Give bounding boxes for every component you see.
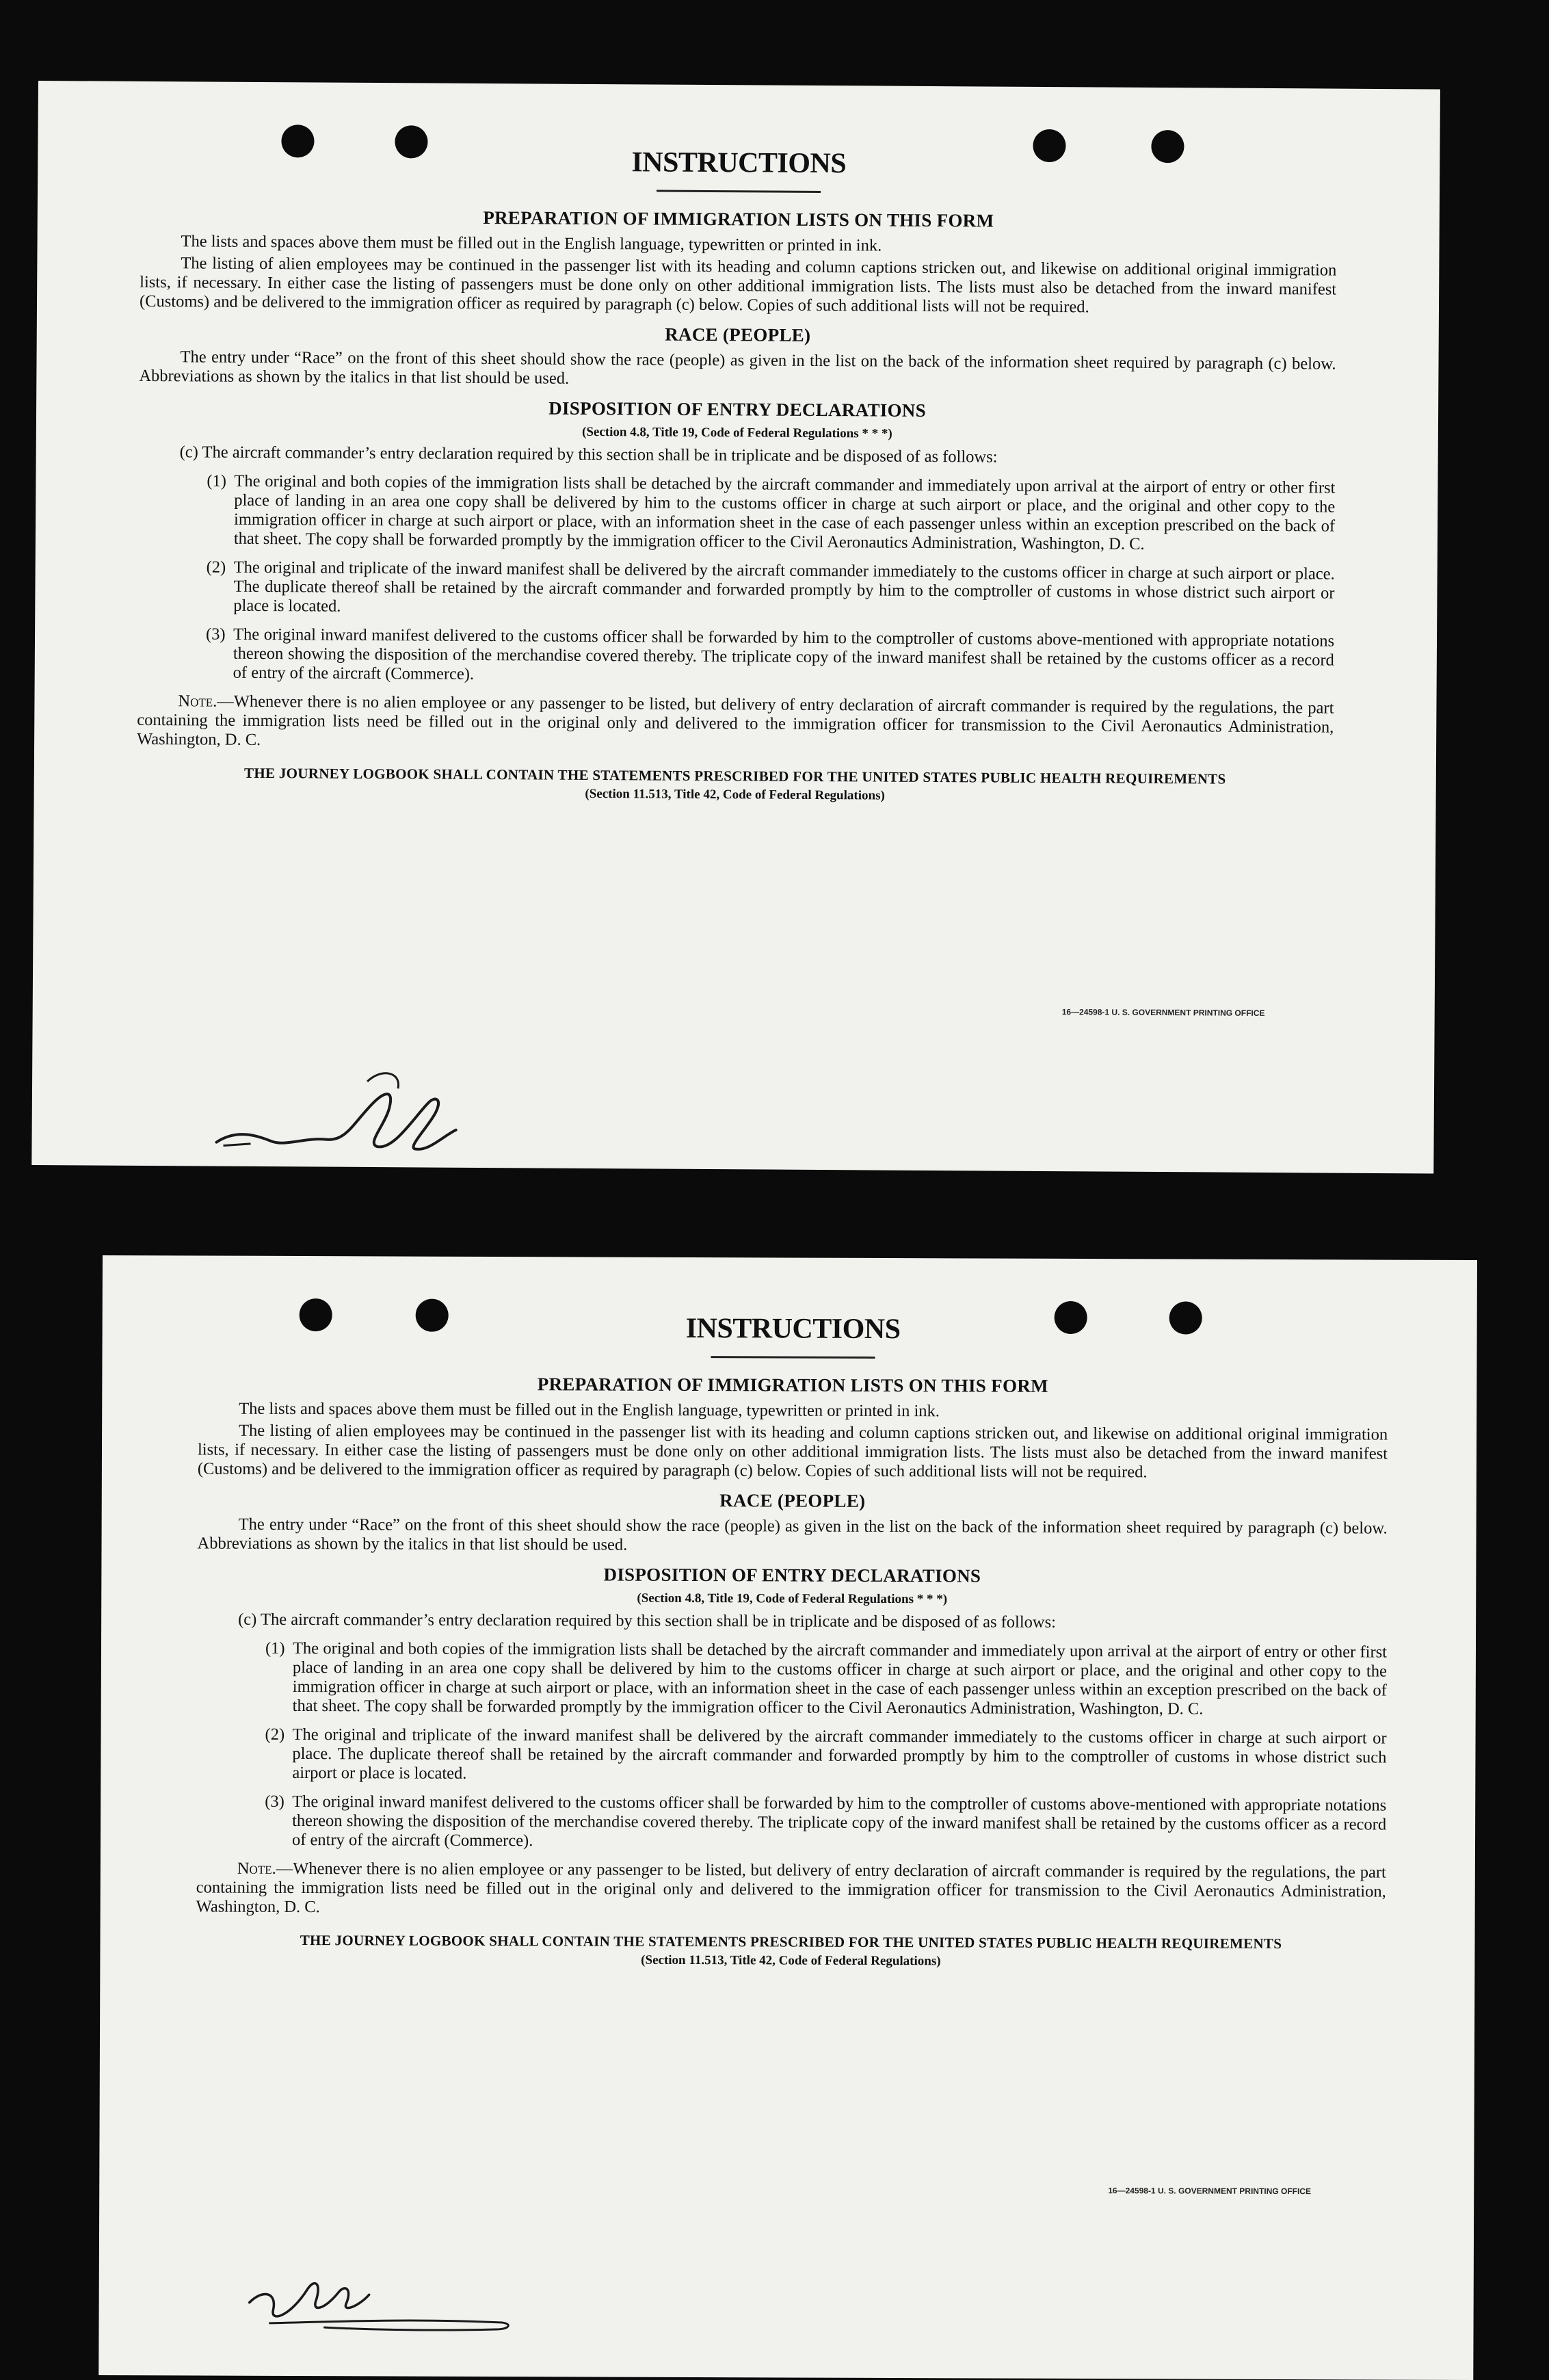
race-heading: RACE (PEOPLE) [719,1490,866,1511]
disposition-citation: (Section 4.8, Title 19, Code of Federal Regulations * * *) [581,424,892,441]
instructions-title: INSTRUCTIONS [631,146,847,180]
disposition-citation: (Section 4.8, Title 19, Code of Federal Regulations * * *) [637,1591,948,1607]
item-number: (1) [265,1638,285,1658]
preparation-paragraph-1: The lists and spaces above them must be filled out in the English language, typewritten or printed in ink. [181,232,882,255]
race-paragraph: The entry under “Race” on the front of this sheet should show the race (people) as given in the list on the back of the information sheet required by paragraph (c) below. Abbreviations as shown by the italics in that list should be used. [197,1515,1388,1554]
printer-imprint: 16—24598-1 U. S. GOVERNMENT PRINTING OFFICE [1108,2186,1311,2197]
note-label: Note. [237,1859,276,1878]
signature-mark [242,2241,530,2344]
item-number: (1) [207,471,227,491]
signature-mark [209,1060,497,1165]
list-item [206,625,1334,690]
logbook-heading: THE JOURNEY LOGBOOK SHALL CONTAIN THE STATEMENTS PRESCRIBED FOR THE UNITED STATES PUBLIC HEALTH REQUIREMENTS [244,764,1226,787]
instructions-title: INSTRUCTIONS [685,1312,901,1346]
item-text: The original inward manifest delivered to the customs officer shall be forwarded by him to the comptroller of customs above-mentioned with appropriate notations thereon showing the disposition of the merchandise covered thereby. The triplicate copy of the inward manifest shall be retained by the customs officer as a record of entry of the aircraft (Commerce). [233,625,1335,683]
list-item [206,558,1334,623]
note-paragraph [137,692,1334,757]
note-label: Note. [178,692,217,711]
preparation-paragraph-1: The lists and spaces above them must be filled out in the English language, typewritten or printed in ink. [239,1399,940,1421]
preparation-heading: PREPARATION OF IMMIGRATION LISTS ON THIS FORM [537,1374,1048,1396]
preparation-paragraph-2: The listing of alien employees may be continued in the passenger list with its heading and column captions stricken out, and likewise on additional original immigration lists, if necessary. In either case the listing of passengers must be done only on other additional immigration lists. The lists must also be detached from the inward manifest (Customs) and be delivered to the immigration officer as required by paragraph (c) below. Copies of such additional lists will not be required. [139,254,1337,317]
item-number: (2) [206,558,226,577]
printer-imprint: 16—24598-1 U. S. GOVERNMENT PRINTING OFFICE [1061,1007,1265,1018]
title-rule [657,190,821,193]
form-sheet-bottom [98,1255,1477,2380]
item-number: (3) [205,625,226,644]
list-item [265,1725,1386,1787]
preparation-heading: PREPARATION OF IMMIGRATION LISTS ON THIS FORM [483,207,994,231]
item-text: The original and both copies of the immigration lists shall be detached by the aircraft commander and immediately upon arrival at the airport of entry or other first place of landing in an area one copy shall be delivered by him to the customs officer in charge at such airport or place, and the original and other copy to the immigration officer in charge at such airport or place, with an information sheet in the case of each passenger unless within an exception prescribed on the back of that sheet. The copy shall be forwarded promptly by the immigration officer to the Civil Aeronautics Administration, Washington, D. C. [292,1638,1388,1718]
list-item [207,472,1336,555]
instructions-body [137,143,1338,807]
list-item [265,1792,1386,1854]
race-paragraph: The entry under “Race” on the front of this sheet should show the race (people) as given in the list on the back of the information sheet required by paragraph (c) below. Abbreviations as shown by the italics in that list should be used. [139,348,1336,388]
note-paragraph [196,1859,1386,1920]
note-text: —Whenever there is no alien employee or any passenger to be listed, but delivery of entry declaration of aircraft commander is required by the regulations, the part containing the immigration lists need be filled out in the original only and delivered to the immigration officer for transmission to the Civil Aeronautics Administration, Washington, D. C. [137,692,1334,750]
disposition-heading: DISPOSITION OF ENTRY DECLARATIONS [548,397,927,421]
note-text: —Whenever there is no alien employee or any passenger to be listed, but delivery of entry declaration of aircraft commander is required by the regulations, the part containing the immigration lists need be filled out in the original only and delivered to the immigration officer for transmission to the Civil Aeronautics Administration, Washington, D. C. [196,1859,1386,1917]
instructions-body [196,1310,1388,1970]
list-item [265,1639,1387,1720]
paragraph-c: (c) The aircraft commander’s entry declaration required by this section shall be in triplicate and be disposed of as follows: [179,443,998,467]
item-text: The original and triplicate of the inward manifest shall be delivered by the aircraft commander immediately to the customs officer in charge at such airport or place. The duplicate thereof shall be retained by the aircraft commander and forwarded promptly by him to the comptroller of customs in whose district such airport or place is located. [292,1725,1387,1783]
disposition-heading: DISPOSITION OF ENTRY DECLARATIONS [603,1564,981,1586]
preparation-paragraph-2: The listing of alien employees may be continued in the passenger list with its heading and column captions stricken out, and likewise on additional original immigration lists, if necessary. In either case the listing of passengers must be done only on other additional immigration lists. The lists must also be detached from the inward manifest (Customs) and be delivered to the immigration officer as required by paragraph (c) below. Copies of such additional lists will not be required. [197,1421,1388,1482]
logbook-citation: (Section 11.513, Title 42, Code of Federal Regulations) [585,786,885,803]
item-number: (3) [265,1792,284,1811]
form-sheet-top [31,81,1440,1173]
paragraph-c: (c) The aircraft commander’s entry declaration required by this section shall be in triplicate and be disposed of as follows: [238,1610,1056,1632]
logbook-citation: (Section 11.513, Title 42, Code of Federal Regulations) [641,1952,941,1969]
logbook-heading: THE JOURNEY LOGBOOK SHALL CONTAIN THE STATEMENTS PRESCRIBED FOR THE UNITED STATES PUBLIC HEALTH REQUIREMENTS [300,1932,1282,1952]
item-text: The original inward manifest delivered to the customs officer shall be forwarded by him to the comptroller of customs above-mentioned with appropriate notations thereon showing the disposition of the merchandise covered thereby. The triplicate copy of the inward manifest shall be retained by the customs officer as a record of entry of the aircraft (Commerce). [291,1792,1387,1851]
race-heading: RACE (PEOPLE) [665,324,811,345]
item-text: The original and both copies of the immigration lists shall be detached by the aircraft commander and immediately upon arrival at the airport of entry or other first place of landing in an area one copy shall be delivered by him to the customs officer in charge at such airport or place, and the original and other copy to the immigration officer in charge at such airport or place, with an information sheet in the case of each passenger unless within an exception prescribed on the back of that sheet. The copy shall be forwarded promptly by the immigration officer to the Civil Aeronautics Administration, Washington, D. C. [233,471,1336,553]
item-text: The original and triplicate of the inward manifest shall be delivered by the aircraft commander immediately to the customs officer in charge at such airport or place. The duplicate thereof shall be retained by the aircraft commander and forwarded promptly by him to the comptroller of customs in whose district such airport or place is located. [233,558,1335,616]
title-rule [711,1356,875,1359]
item-number: (2) [265,1725,285,1744]
